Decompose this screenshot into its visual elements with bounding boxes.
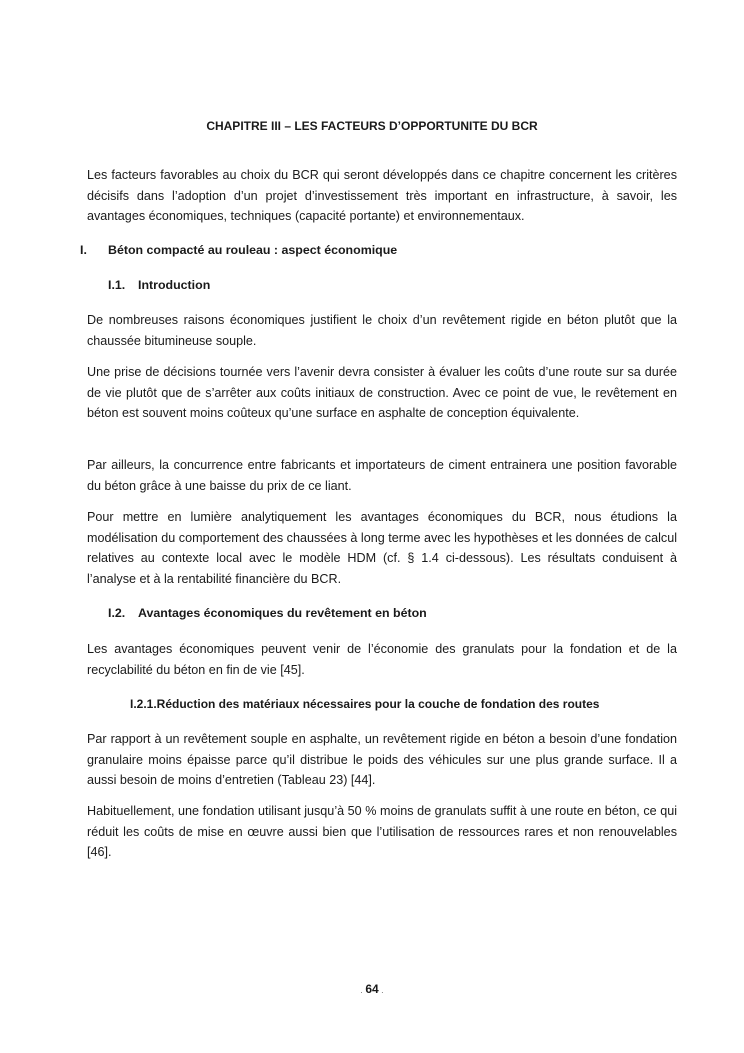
section-1-1-title: Introduction — [138, 278, 211, 292]
section-1-2-title: Avantages économiques du revêtement en béton — [138, 606, 427, 620]
paragraph: De nombreuses raisons économiques justifient le choix d’un revêtement rigide en béton plutôt que la chaussée bitumineuse souple. — [87, 313, 677, 348]
section-1-number: I. — [80, 243, 87, 257]
paragraph: Par rapport à un revêtement souple en asphalte, un revêtement rigide en béton a besoin d’une fondation granulaire moins épaisse parce qu’il distribue le poids des véhicules sur une plus grande surface. Il a aussi besoin de moins d’entretien (Tableau 23) [44]. — [87, 732, 677, 788]
paragraph: Une prise de décisions tournée vers l’avenir devra consister à évaluer les coûts d’une route sur sa durée de vie plutôt que de s’arrêter aux coûts initiaux de construction. Avec ce point de vue, le revêtement en béton est souvent moins coûteux qu’une surface en asphalte de conception équivalente. — [87, 365, 677, 421]
chapter-title: CHAPITRE III – LES FACTEURS D’OPPORTUNITE DU BCR — [206, 119, 538, 133]
section-1-2-number: I.2. — [108, 606, 126, 620]
paragraph: Habituellement, une fondation utilisant jusqu’à 50 % moins de granulats suffit à une route en béton, ce qui réduit les coûts de mise en œuvre aussi bien que l’utilisation de ressources rares et non renouvelables [46]. — [87, 804, 677, 860]
section-1-title: Béton compacté au rouleau : aspect économique — [108, 243, 398, 257]
page-number: . 64 . — [360, 982, 384, 996]
section-1-1-number: I.1. — [108, 278, 126, 292]
paragraph: Par ailleurs, la concurrence entre fabricants et importateurs de ciment entrainera une position favorable du béton grâce à une baisse du prix de ce liant. — [87, 458, 677, 493]
section-1-2-1-heading: I.2.1.Réduction des matériaux nécessaires pour la couche de fondation des routes — [130, 697, 600, 711]
page-number-value: 64 — [365, 982, 379, 996]
paragraph: Pour mettre en lumière analytiquement les avantages économiques du BCR, nous étudions la modélisation du comportement des chaussées à long terme avec les hypothèses et les données de calcul relatives au contexte local avec le modèle HDM (cf. § 1.4 ci-dessous). Les résultats conduisent à l’analyse et à la rentabilité financière du BCR. — [87, 510, 677, 586]
intro-paragraph: Les facteurs favorables au choix du BCR qui seront développés dans ce chapitre concernent les critères décisifs dans l’adoption d’un projet d’investissement très important en infrastructure, à savoir, les avantages économiques, techniques (capacité portante) et environnementaux. — [87, 168, 677, 224]
paragraph: Les avantages économiques peuvent venir de l’économie des granulats pour la fondation et de la recyclabilité du béton en fin de vie [45]. — [87, 642, 677, 677]
